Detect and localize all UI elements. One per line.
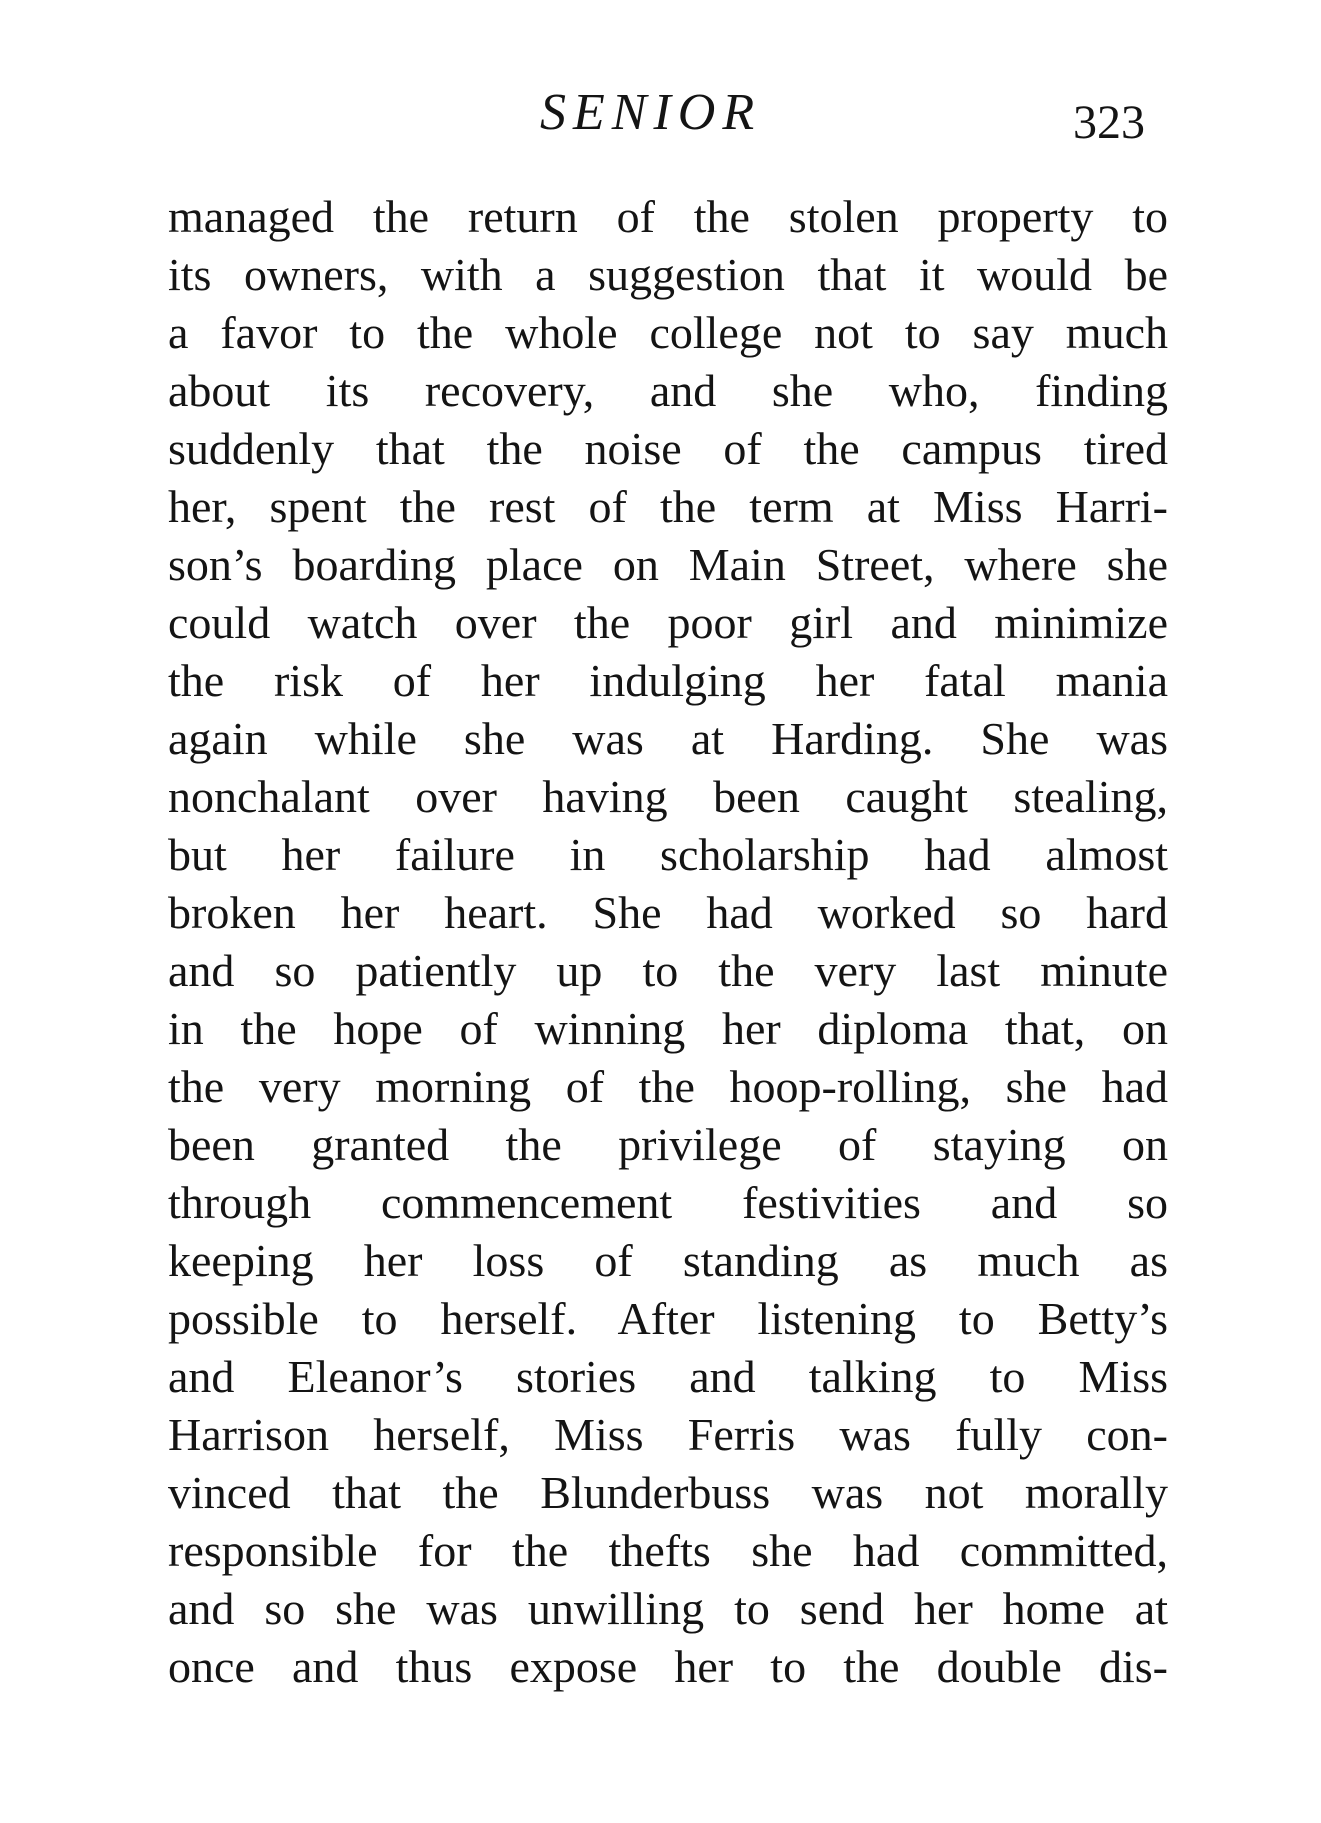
text-line: keeping her loss of standing as much as [168, 1235, 1168, 1286]
running-head [0, 78, 1321, 148]
text-line: about its recovery, and she who, finding [168, 365, 1168, 416]
text-line: through commencement festivities and so [168, 1177, 1168, 1228]
text-line: and so patiently up to the very last minute [168, 945, 1168, 996]
text-line: possible to herself. After listening to Betty’s [168, 1293, 1168, 1344]
text-line: responsible for the thefts she had committed, [168, 1525, 1168, 1576]
text-line: been granted the privilege of staying on [168, 1119, 1168, 1170]
text-line: her, spent the rest of the term at Miss Harri- [168, 481, 1168, 532]
text-line: broken her heart. She had worked so hard [168, 887, 1168, 938]
text-line: nonchalant over having been caught stealing, [168, 771, 1168, 822]
text-line: the very morning of the hoop-rolling, she had [168, 1061, 1168, 1112]
text-line: managed the return of the stolen property to [168, 191, 1168, 242]
text-line: but her failure in scholarship had almost [168, 829, 1168, 880]
text-line: again while she was at Harding. She was [168, 713, 1168, 764]
running-title: SENIOR [540, 84, 762, 141]
text-line: son’s boarding place on Main Street, where she [168, 539, 1168, 590]
text-line: in the hope of winning her diploma that, on [168, 1003, 1168, 1054]
text-line: once and thus expose her to the double dis- [168, 1641, 1168, 1692]
text-line: its owners, with a suggestion that it would be [168, 249, 1168, 300]
text-line: suddenly that the noise of the campus tired [168, 423, 1168, 474]
text-line: and so she was unwilling to send her home at [168, 1583, 1168, 1634]
text-line: a favor to the whole college not to say much [168, 307, 1168, 358]
text-line: and Eleanor’s stories and talking to Miss [168, 1351, 1168, 1402]
page-number: 323 [1073, 96, 1145, 149]
text-line: Harrison herself, Miss Ferris was fully con- [168, 1409, 1168, 1460]
text-line: vinced that the Blunderbuss was not morally [168, 1467, 1168, 1518]
text-line: the risk of her indulging her fatal mania [168, 655, 1168, 706]
body-text [168, 188, 1168, 1696]
text-line: could watch over the poor girl and minimize [168, 597, 1168, 648]
